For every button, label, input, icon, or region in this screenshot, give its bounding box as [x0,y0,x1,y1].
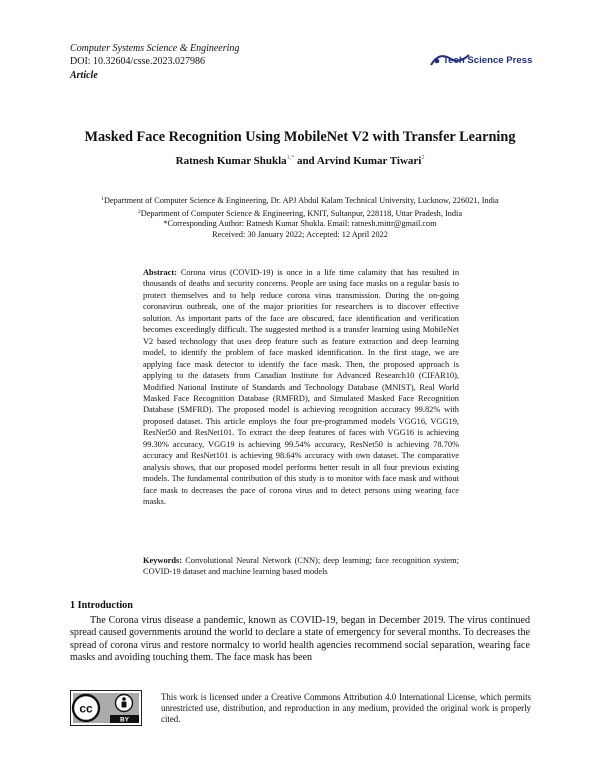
cc-label: cc [79,701,93,716]
keywords-text: Convolutional Neural Network (CNN); deep learning; face recognition system; COVID-19 dataset and machine learning based models [143,556,459,577]
abstract-text: Corona virus (COVID-19) is once in a life time calamity that has resulted in thousands of deaths and security concerns. People are using face masks on a regular basis to protect themselves and to help reduce corona virus transmission. During the on-going coronavirus outbreak, one of the major priorities for researchers is to discover effective solution. As important parts of the face are obscured, face identification and verification becomes exceedingly difficult. The suggested method is a transfer learning using MobileNet V2 based technology that uses deep feature such as feature extraction and deep learning model, to identify the problem of face masked identification. In the first stage, we are applying face mask detector to identify the face mask. Then, the proposed approach is applying to the datasets from Canadian Institute for Advanced Research10 (CIFAR10), Modified National Institute of Standards and Technology Database (MNIST), Real World Masked Face Recognition Database (RMFRD), and Simulated Masked Face Recognition Database (SMFRD). The proposed model is achieving recognition accuracy 99.82% with proposed dataset. This article employs the four pre-programmed models VGG16, VGG19, ResNet50 and ResNet101. To extract the deep features of faces with VGG16 is achieving 99.30% accuracy, VGG19 is achieving 99.54% accuracy, ResNet50 is achieving 78.70% accuracy and ResNet101 is achieving 98.64% accuracy with own dataset. The comparative analysis shows, that our proposed model performs better result in all four previous existing models. The fundamental contribution of this study is to monitor with face mask and without face mask to decreases the pace of corona virus and to detect persons using wearing face masks. [143,268,460,507]
keywords-label: Keywords: [143,556,183,565]
received-accepted-dates: Received: 30 January 2022; Accepted: 12 April 2022 [212,229,388,239]
affiliation-2-text: Department of Computer Science & Engineering, KNIT, Sultanpur, 228118, Uttar Pradesh, India [140,208,463,218]
section-heading-introduction: 1 Introduction [70,600,133,611]
author-2-affiliation-mark[interactable]: 2 [421,155,425,161]
introduction-body [70,615,530,665]
author-2: Arvind Kumar Tiwari [316,155,422,167]
affiliation-1-mark: 1 [101,196,104,202]
corresponding-author: *Corresponding Author: Ratnesh Kumar Shukla. Email: ratnesh.mittr@gmail.com [163,219,437,229]
license-statement: This work is licensed under a Creative Commons Attribution 4.0 International License, which permits unrestricted use, distribution, and reproduction in any medium, provided the original work is properly cited. [161,692,531,725]
by-label: BY [119,716,130,724]
cc-by-license-badge[interactable] [70,690,142,726]
author-list [0,155,600,167]
introduction-paragraph: The Corona virus disease a pandemic, known as COVID-19, began in December 2019. The virus continued spread caused governments around the world to declare a state of emergency for several months. To decreases the spread of corona virus and restore normalcy to world health agencies recommend social separation, wearing face masks and avoiding touching them. The face mask has been [70,615,530,664]
author-1: Ratnesh Kumar Shukla [175,155,287,167]
affiliation-1 [0,194,600,207]
article-type: Article [70,70,98,81]
affiliation-2 [0,207,600,220]
affiliation-2-mark: 2 [137,208,141,215]
author-1-affiliation-mark[interactable]: 1,* [286,155,295,161]
publisher-name: Tech Science Press [443,55,533,66]
paper-title: Masked Face Recognition Using MobileNet V2 with Transfer Learning [84,129,516,145]
journal-name: Computer Systems Science & Engineering [70,43,240,54]
publisher-logo-icon [429,50,533,68]
keywords [143,555,459,578]
abstract [143,267,459,508]
publisher-logo [429,50,533,68]
abstract-label: Abstract: [143,268,177,277]
doi[interactable]: DOI: 10.32604/csse.2023.027986 [70,56,205,67]
cc-by-icon [70,690,142,726]
affiliations [0,194,600,240]
affiliation-1-text: Department of Computer Science & Engineering, Dr. APJ Abdul Kalam Technical University, Lucknow, 226021, India [104,196,499,205]
author-connector: and [296,155,315,167]
